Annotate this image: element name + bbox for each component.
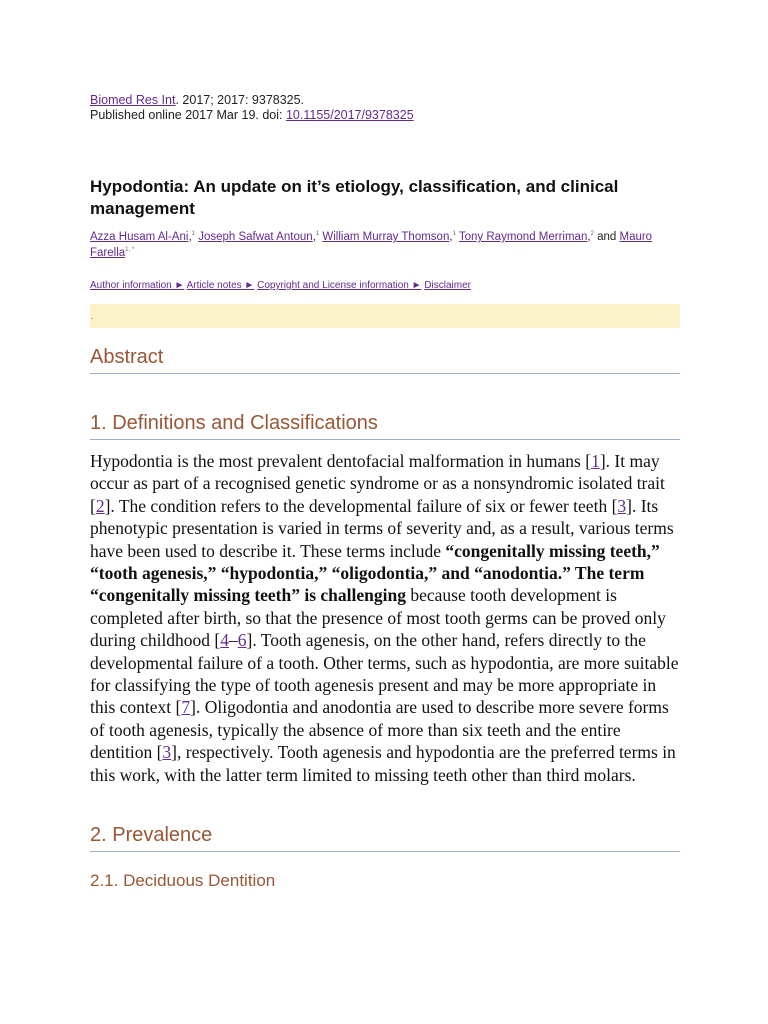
affiliation-sup: 1 xyxy=(452,231,456,237)
reference-link[interactable]: 6 xyxy=(237,630,247,651)
definitions-heading: 1. Definitions and Classifications xyxy=(90,412,680,440)
author-link[interactable]: Mauro Farella xyxy=(90,230,653,259)
reference-link[interactable]: 4 xyxy=(220,630,230,651)
reference-link[interactable]: 2 xyxy=(95,495,105,516)
paragraph-text: ]. Its phenotypic presentation is varied in terms of severity and, as a result, various terms have been used to describe it. These terms include xyxy=(90,495,674,561)
author-link[interactable]: Joseph Safwat Antoun xyxy=(198,230,313,243)
and-word: and xyxy=(593,230,620,243)
paragraph-text: ]. It may occur as part of a recognised genetic syndrome or as a nonsyndromic isolated trait [ xyxy=(90,451,665,516)
paragraph-text: Hypodontia is the most prevalent dentofacial malformation in humans [ xyxy=(90,451,592,471)
affiliation-sup: 1 xyxy=(191,231,195,237)
reference-link[interactable]: 3 xyxy=(162,742,172,763)
paragraph-text: ]. Tooth agenesis, on the other hand, refers directly to the developmental failure of a tooth. Other terms, such as hypodontia, are more suitable for classifying the type of tooth agenesis present and may be more appropriate in this context [ xyxy=(90,630,679,718)
paragraph-text: ], respectively. Tooth agenesis and hypodontia are the preferred terms in this work, with the latter term limited to missing teeth other than third molars. xyxy=(90,742,676,785)
affiliation-sup: 1, * xyxy=(125,246,135,253)
author-information-link[interactable]: Author information ► xyxy=(90,280,185,291)
citation-block xyxy=(90,93,414,123)
published-text: Published online 2017 Mar 19. doi: xyxy=(90,108,286,122)
journal-link[interactable]: Biomed Res Int xyxy=(90,93,176,107)
affiliation-sup: 2 xyxy=(590,231,594,237)
citation-issue: . 2017; 2017: 9378325. xyxy=(175,93,305,107)
doi-link[interactable]: 10.1155/2017/9378325 xyxy=(285,108,414,122)
article-notes-link[interactable]: Article notes ► xyxy=(186,280,255,291)
abstract-heading: Abstract xyxy=(90,346,680,374)
author-list: Azza Husam Al-Ani,$^1$ Joseph Safwat Antoun,$^1$ William Murray Thomson,$^1$ Tony Raymond Merriman,$^2$ and Mauro Farella$^{1, *}$ xyxy=(90,230,653,259)
published-line xyxy=(90,108,414,123)
range-dash: – xyxy=(229,630,238,651)
article-title: Hypodontia: An update on it’s etiology, classification, and clinical management xyxy=(90,177,619,218)
reference-link[interactable]: 1 xyxy=(591,451,600,471)
disclaimer-link[interactable]: Disclaimer xyxy=(424,280,471,291)
author-link[interactable]: Azza Husam Al-Ani xyxy=(90,230,189,243)
article-meta-links xyxy=(90,280,471,291)
bold-terms: “congenitally missing teeth,” “tooth agenesis,” “hypodontia,” “oligodontia,” and “anodontia.” The term “congenitally missing teeth” is challenging xyxy=(90,540,660,606)
paragraph-text: ]. Oligodontia and anodontia are used to describe more severe forms of tooth agenesis, typically the absence of more than six teeth and the entire dentition [ xyxy=(90,697,669,763)
copyright-link[interactable]: Copyright and License information ► xyxy=(257,280,422,291)
definitions-paragraph xyxy=(90,450,682,786)
author-link[interactable]: Tony Raymond Merriman xyxy=(458,230,588,243)
paragraph-text: ]. The condition refers to the developmental failure of six or fewer teeth [ xyxy=(104,495,618,516)
reference-link[interactable]: 3 xyxy=(617,495,627,516)
paragraph-text: because tooth development is completed after birth, so that the presence of most tooth germs can be proved only during childhood [ xyxy=(90,585,666,651)
affiliation-sup: 1 xyxy=(315,231,320,237)
citation-line xyxy=(90,93,414,108)
prevalence-heading: 2. Prevalence xyxy=(90,824,680,852)
notice-text: . xyxy=(91,312,94,321)
author-link[interactable]: William Murray Thomson xyxy=(322,230,450,243)
notice-banner xyxy=(90,304,680,328)
reference-link[interactable]: 7 xyxy=(181,697,191,718)
deciduous-heading: 2.1. Deciduous Dentition xyxy=(90,871,276,890)
